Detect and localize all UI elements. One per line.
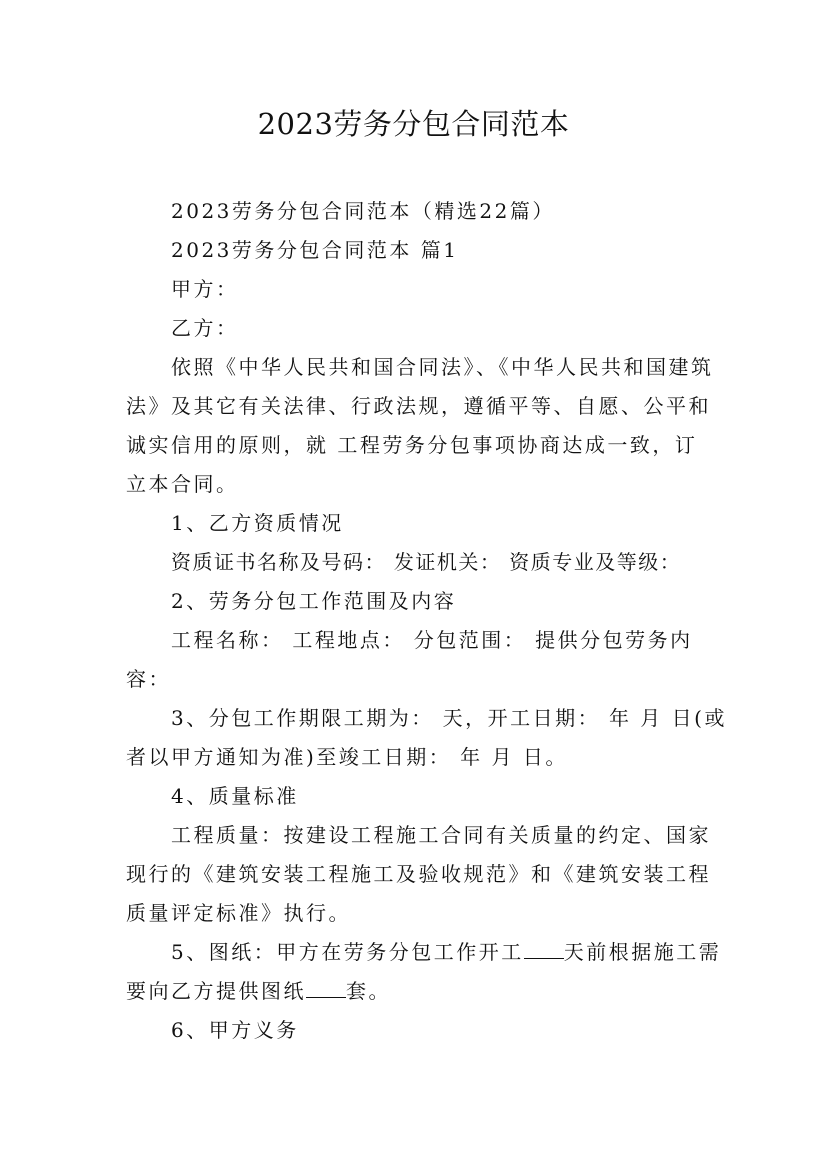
- paragraph-text: 5、图纸：甲方在劳务分包工作开工: [171, 940, 524, 964]
- paragraph-line: 现行的《建筑安装工程施工及验收规范》和《建筑安装工程: [126, 862, 711, 886]
- clause-heading: 6、甲方义务: [171, 1018, 299, 1042]
- paragraph-line: 容：: [126, 667, 171, 691]
- subtitle-line: 2023劳务分包合同范本（精选22篇）: [171, 199, 555, 223]
- party-a-line: 甲方：: [171, 277, 239, 301]
- paragraph-line: 3、分包工作期限工期为： 天，开工日期： 年 月 日(或: [171, 706, 727, 730]
- clause-heading: 1、乙方资质情况: [171, 511, 344, 535]
- paragraph-text: 要向乙方提供图纸: [126, 979, 306, 1003]
- party-b-line: 乙方：: [171, 316, 239, 340]
- clause-heading: 4、质量标准: [171, 784, 299, 808]
- paragraph-line: 资质证书名称及号码： 发证机关： 资质专业及等级：: [171, 550, 682, 574]
- paragraph-line: 法》及其它有关法律、行政法规，遵循平等、自愿、公平和: [126, 394, 711, 418]
- paragraph-line: 者以甲方通知为准)至竣工日期： 年 月 日。: [126, 745, 568, 769]
- paragraph-text: 天前根据施工需: [563, 940, 722, 964]
- paragraph-line: 工程质量：按建设工程施工合同有关质量的约定、国家: [171, 823, 711, 847]
- paragraph-line: 依照《中华人民共和国合同法》、《中华人民共和国建筑: [171, 355, 714, 379]
- paragraph-line: [126, 977, 391, 1005]
- paragraph-line: 质量评定标准》执行。: [126, 901, 351, 925]
- paragraph-line: 工程名称： 工程地点： 分包范围： 提供分包劳务内: [171, 628, 693, 652]
- paragraph-line: 立本合同。: [126, 472, 239, 496]
- paragraph-text: 套。: [346, 979, 391, 1003]
- clause-heading: 2、劳务分包工作范围及内容: [171, 589, 457, 613]
- section-heading: 2023劳务分包合同范本 篇1: [171, 238, 459, 262]
- paragraph-line: 诚实信用的原则，就 工程劳务分包事项协商达成一致，订: [126, 433, 698, 457]
- fill-in-blank: [306, 979, 346, 998]
- fill-in-blank: [524, 940, 564, 959]
- document-title: 2023劳务分包合同范本: [257, 107, 570, 141]
- paragraph-line: [171, 938, 721, 966]
